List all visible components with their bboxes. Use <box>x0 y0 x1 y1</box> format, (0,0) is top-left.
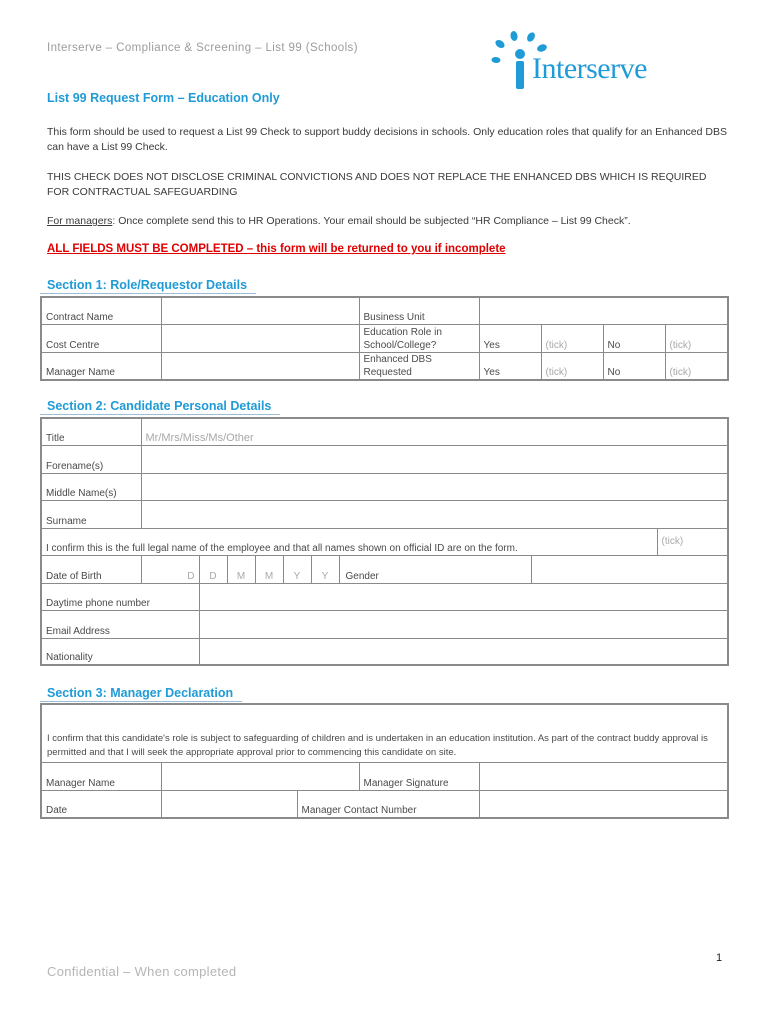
legal-name-tick[interactable]: (tick) <box>657 528 728 555</box>
title-field[interactable]: Mr/Mrs/Miss/Ms/Other <box>141 418 728 445</box>
s3-manager-name-field[interactable] <box>161 762 359 790</box>
education-role-yes-tick[interactable]: (tick) <box>541 324 603 352</box>
section3-table <box>40 703 729 819</box>
gender-field[interactable] <box>531 555 728 583</box>
dob-month-1[interactable]: M <box>227 555 255 583</box>
manager-signature-label: Manager Signature <box>359 762 479 790</box>
dob-month-2[interactable]: M <box>255 555 283 583</box>
intro-paragraph: This form should be used to request a List 99 Check to support buddy decisions in schools. Only education roles that qualify for an Enhanced DBS can have a List 99 Check. <box>47 126 727 153</box>
phone-label: Daytime phone number <box>41 583 199 610</box>
mandatory-warning: ALL FIELDS MUST BE COMPLETED – this form will be returned to you if incomplete <box>47 243 506 255</box>
page-number: 1 <box>716 952 723 964</box>
middle-names-label: Middle Name(s) <box>41 473 141 500</box>
gender-label: Gender <box>339 555 531 583</box>
confidential-footer: Confidential – When completed <box>47 964 237 979</box>
managers-instruction-text: : Once complete send this to HR Operations. Your email should be subjected “HR Compliance – List 99 Check”. <box>112 215 631 227</box>
declaration-text: I confirm that this candidate's role is subject to safeguarding of children and is undertaken in an education institution. As part of the contract buddy approval is permitted and that I will seek the appropriate approval prior to commencing this candidate on site. <box>41 704 728 762</box>
education-role-no-tick[interactable]: (tick) <box>665 324 728 352</box>
cost-centre-field[interactable] <box>161 324 359 352</box>
section1-title <box>47 278 247 292</box>
nationality-field[interactable] <box>199 638 728 665</box>
section1-title-text: Section 1: Role/Requestor Details <box>47 278 248 292</box>
s3-date-label: Date <box>41 790 161 818</box>
title-label: Title <box>41 418 141 445</box>
forenames-field[interactable] <box>141 445 728 473</box>
contract-name-field[interactable] <box>161 297 359 324</box>
section2-table <box>40 417 729 666</box>
section1-table <box>40 296 729 381</box>
contract-name-label: Contract Name <box>41 297 161 324</box>
header-breadcrumb: Interserve – Compliance & Screening – List 99 (Schools) <box>47 42 358 54</box>
manager-contact-field[interactable] <box>479 790 728 818</box>
manager-contact-label: Manager Contact Number <box>297 790 479 818</box>
section2-title <box>47 399 271 413</box>
phone-field[interactable] <box>199 583 728 610</box>
section3-title <box>47 686 233 700</box>
manager-signature-field[interactable] <box>479 762 728 790</box>
middle-names-field[interactable] <box>141 473 728 500</box>
dob-label: Date of Birth <box>41 555 141 583</box>
section2-title-text: Section 2: Candidate Personal Details <box>47 399 272 413</box>
s3-manager-name-label: Manager Name <box>41 762 161 790</box>
disclaimer-paragraph: THIS CHECK DOES NOT DISCLOSE CRIMINAL CONVICTIONS AND DOES NOT REPLACE THE ENHANCED DBS WHICH IS REQUIRED FOR CONTRACTUAL SAFEGUARDING <box>47 171 707 198</box>
email-label: Email Address <box>41 610 199 638</box>
dob-day-1[interactable]: D <box>141 555 199 583</box>
education-role-label: Education Role in School/College? <box>359 324 479 352</box>
interserve-logo <box>490 30 660 94</box>
managers-instruction <box>47 214 727 229</box>
cost-centre-label: Cost Centre <box>41 324 161 352</box>
forenames-label: Forename(s) <box>41 445 141 473</box>
education-role-no-label: No <box>603 324 665 352</box>
dob-year-2[interactable]: Y <box>311 555 339 583</box>
enhanced-dbs-label: Enhanced DBS Requested <box>359 352 479 380</box>
form-title: List 99 Request Form – Education Only <box>47 91 280 105</box>
surname-label: Surname <box>41 500 141 528</box>
legal-name-confirmation: I confirm this is the full legal name of the employee and that all names shown on official ID are on the form. <box>41 528 657 555</box>
enhanced-dbs-no-label: No <box>603 352 665 380</box>
logo-wordmark: Interserve <box>532 52 647 85</box>
enhanced-dbs-yes-label: Yes <box>479 352 541 380</box>
enhanced-dbs-yes-tick[interactable]: (tick) <box>541 352 603 380</box>
s3-date-field[interactable] <box>161 790 297 818</box>
managers-label: For managers <box>47 215 113 227</box>
education-role-yes-label: Yes <box>479 324 541 352</box>
manager-name-field[interactable] <box>161 352 359 380</box>
surname-field[interactable] <box>141 500 728 528</box>
manager-name-label: Manager Name <box>41 352 161 380</box>
email-field[interactable] <box>199 610 728 638</box>
dob-day-2[interactable]: D <box>199 555 227 583</box>
dob-year-1[interactable]: Y <box>283 555 311 583</box>
business-unit-label: Business Unit <box>359 297 479 324</box>
enhanced-dbs-no-tick[interactable]: (tick) <box>665 352 728 380</box>
section3-title-text: Section 3: Manager Declaration <box>47 686 234 700</box>
nationality-label: Nationality <box>41 638 199 665</box>
business-unit-field[interactable] <box>479 297 728 324</box>
